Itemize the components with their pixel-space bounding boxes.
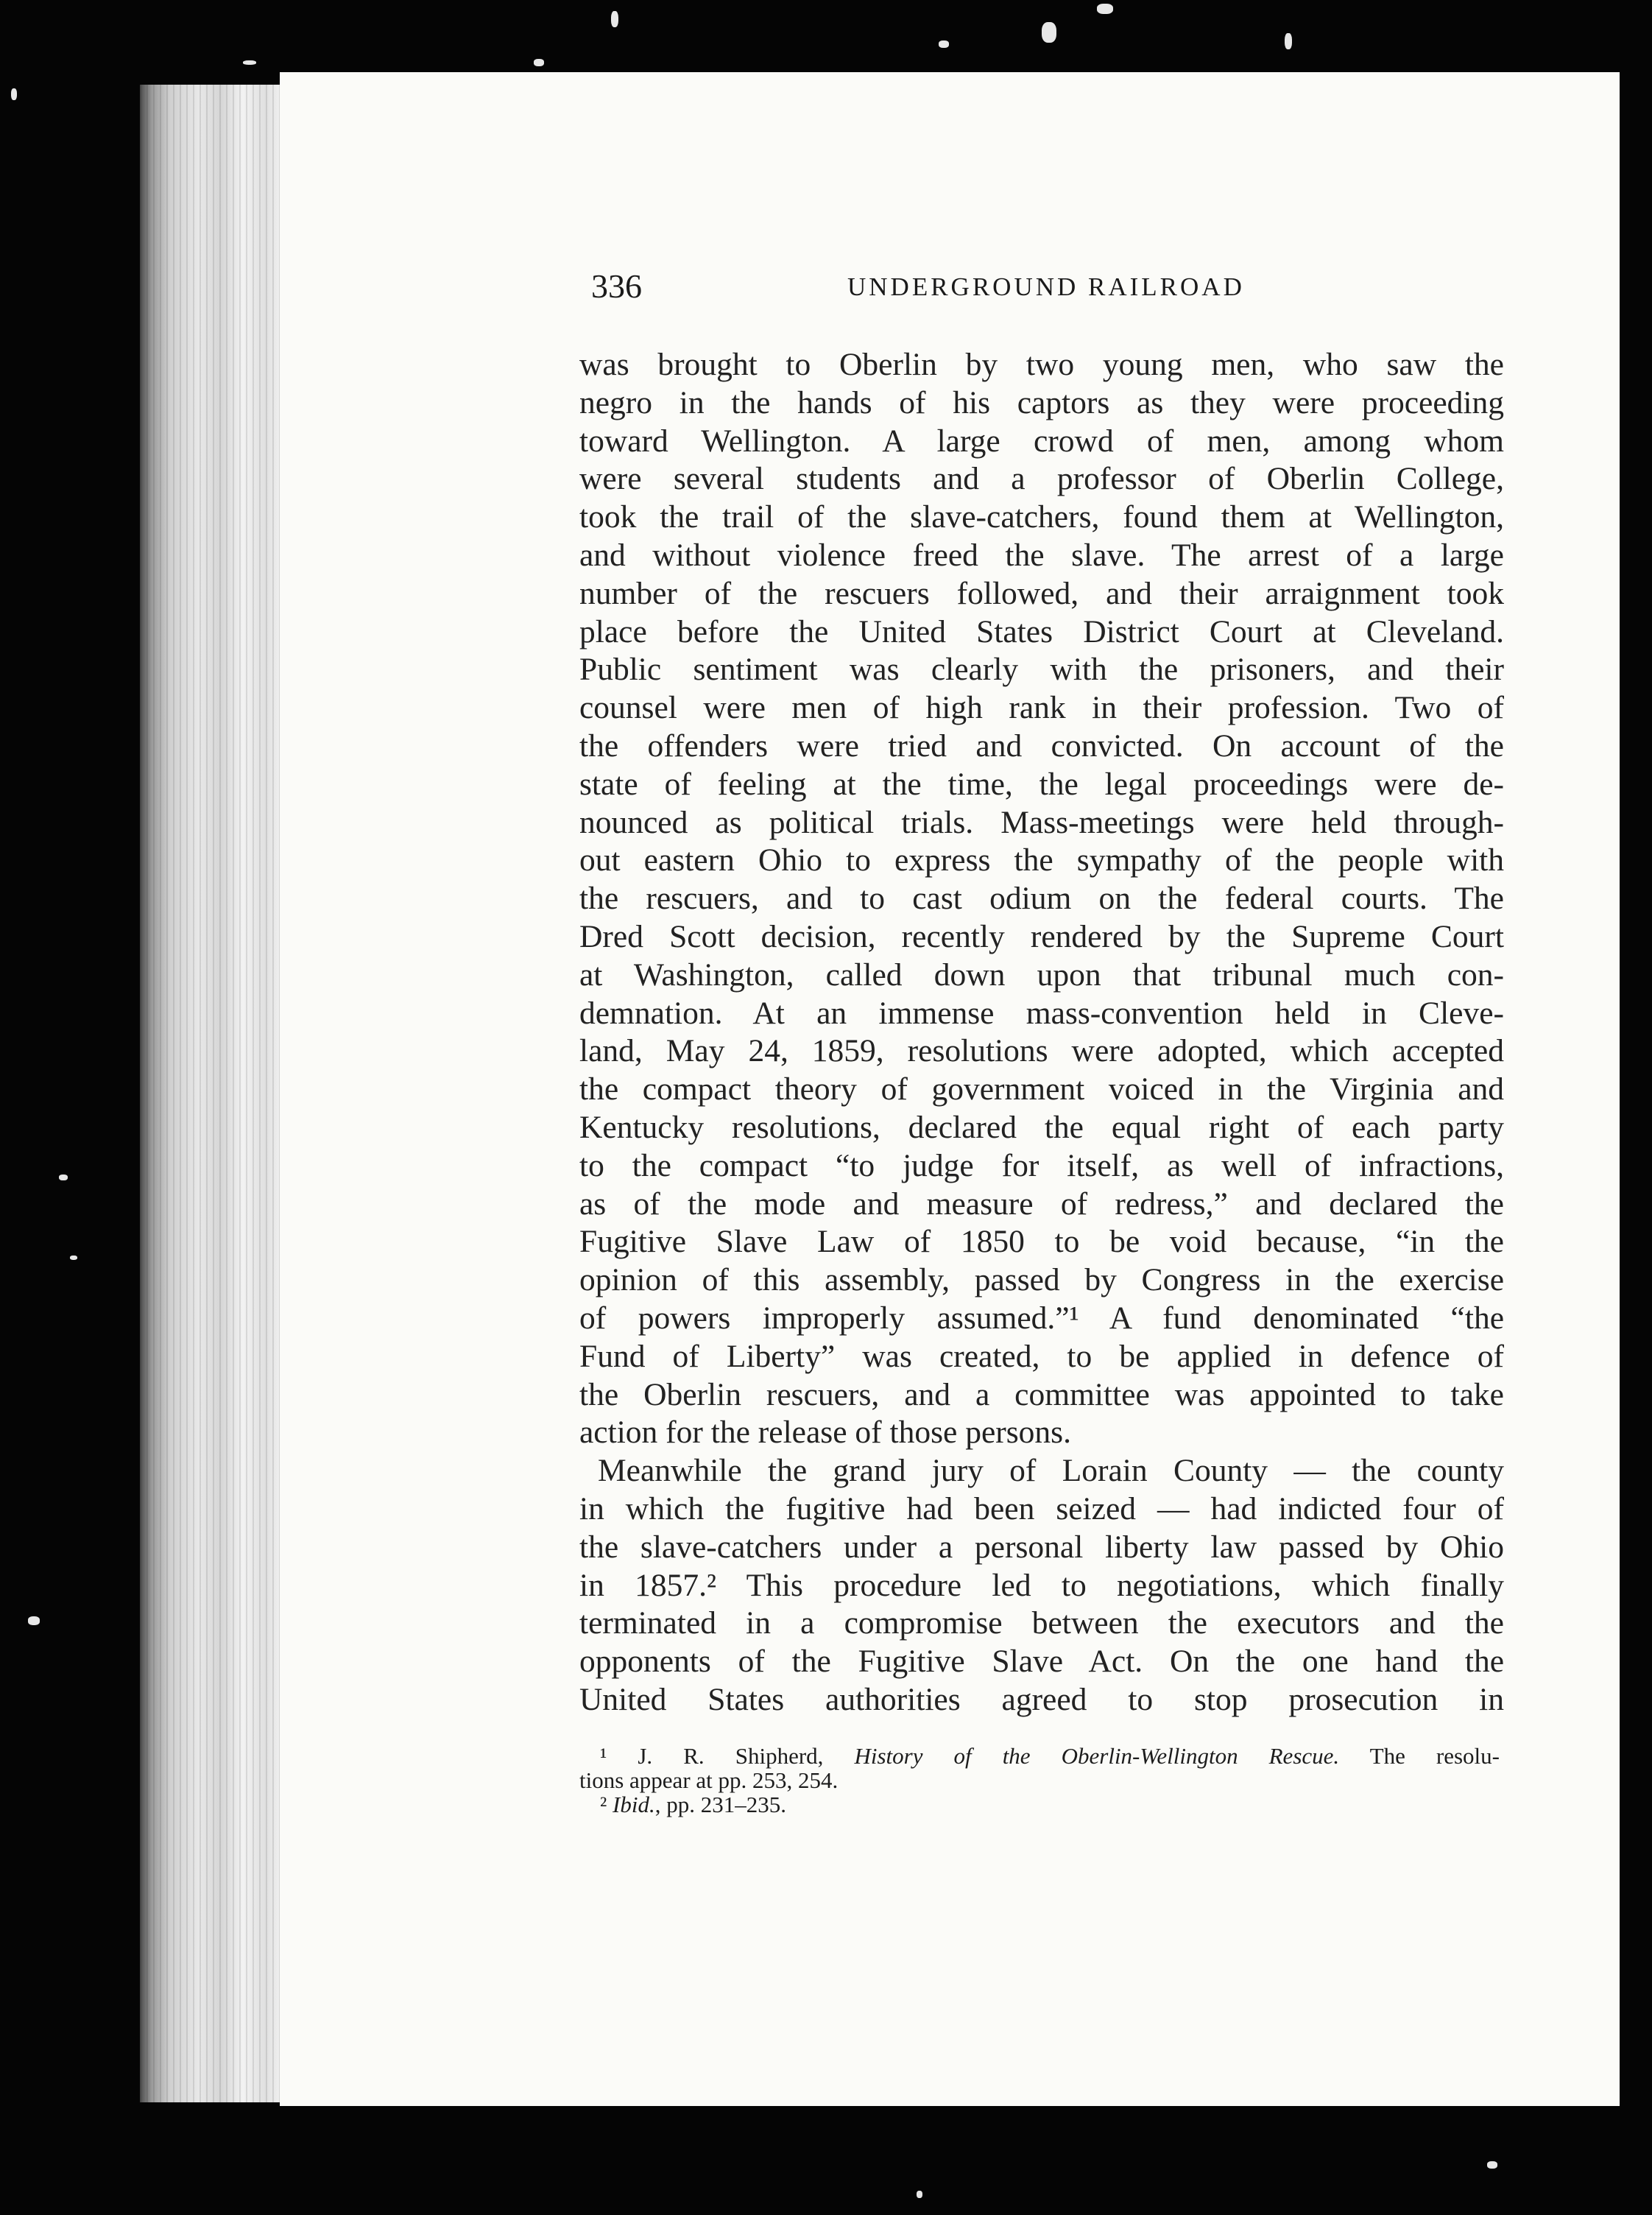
text-line: action for the release of those persons. [579,1415,1071,1451]
footnote-2-mark: ² [600,1792,607,1817]
text-line: was brought to Oberlin by two young men, who saw the [579,347,1504,382]
scan-speck [611,11,618,27]
text-line: took the trail of the slave-catchers, found them at Wellington, [579,499,1504,535]
scan-speck [534,59,544,66]
text-line: Public sentiment was clearly with the prisoners, and their [579,652,1504,688]
text-line: the slave-catchers under a personal liberty law passed by Ohio [579,1529,1504,1565]
text-line: of powers improperly assumed.”¹ A fund denominated “the [579,1300,1504,1336]
footnote-1-author: J. R. Shipherd, [638,1743,824,1769]
text-line: the Oberlin rescuers, and a committee was appointed to take [579,1376,1504,1412]
text-line: United States authorities agreed to stop prosecution in [579,1681,1504,1717]
text-line: number of the rescuers followed, and their arraignment took [579,575,1504,611]
scan-speck [917,2191,922,2198]
text-line: counsel were men of high rank in their profession. Two of [579,690,1504,726]
text-line: in which the fugitive had been seized — had indicted four of [579,1490,1504,1526]
text-line: Kentucky resolutions, declared the equal right of each party [579,1109,1504,1145]
text-line: the offenders were tried and convicted. On account of the [579,728,1504,764]
text-line: the compact theory of government voiced in the Virginia and [579,1071,1504,1108]
page-number: 336 [591,267,642,305]
footnote-1-continuation: tions appear at pp. 253, 254. [579,1767,839,1793]
scan-speck [28,1616,40,1625]
text-line: Fund of Liberty” was created, to be applied in defence of [579,1338,1504,1374]
footnote-1-rest: The resolu- [1369,1743,1500,1769]
text-line: demnation. At an immense mass-convention held in Cleve- [579,995,1504,1031]
text-line: to the compact “to judge for itself, as well of infractions, [579,1147,1504,1183]
running-head: UNDERGROUND RAILROAD [847,272,1245,301]
text-line: as of the mode and measure of redress,” and declared the [579,1186,1504,1222]
text-line: were several students and a professor of Oberlin College, [579,461,1504,497]
text-line: Dred Scott decision, recently rendered by the Supreme Court [579,918,1504,954]
text-line: Fugitive Slave Law of 1850 to be void because, “in the [579,1224,1504,1260]
footnotes [579,1744,1500,1817]
text-line: nounced as political trials. Mass-meetings were held through- [579,804,1504,840]
scan-speck [1285,33,1292,49]
scan-speck [243,60,256,65]
scan-speck [1097,4,1113,14]
text-line: terminated in a compromise between the executors and the [579,1605,1504,1641]
footnote-1-mark: ¹ [600,1743,607,1769]
scan-speck [1487,2161,1497,2169]
book-page-edge-lines [140,85,287,2102]
text-line: the rescuers, and to cast odium on the federal courts. The [579,881,1504,917]
text-line: toward Wellington. A large crowd of men, among whom [579,423,1504,459]
footnote-1 [579,1744,1500,1768]
footnote-2 [579,1792,1500,1817]
scan-speck [1042,22,1056,43]
text-line: negro in the hands of his captors as they were proceeding [579,384,1504,420]
text-line: opinion of this assembly, passed by Congress in the exercise [579,1262,1504,1298]
page-header [591,267,1246,318]
footnote-1-title: History of the Oberlin-Wellington Rescue. [854,1743,1340,1769]
text-line: place before the United States District Court at Cleveland. [579,613,1504,649]
text-line: land, May 24, 1859, resolutions were adopted, which accepted [579,1033,1504,1069]
text-line: at Washington, called down upon that tribunal much con- [579,957,1504,993]
scan-speck [939,41,949,48]
text-line: in 1857.² This procedure led to negotiations, which finally [579,1567,1504,1603]
scan-speck [70,1256,77,1260]
paragraph-start-line: Meanwhile the grand jury of Lorain County — the county [598,1453,1504,1489]
text-line: out eastern Ohio to express the sympathy of the people with [579,842,1504,878]
text-line: and without violence freed the slave. The arrest of a large [579,537,1504,573]
footnote-2-rest: , pp. 231–235. [654,1792,786,1817]
footnote-2-ibid: Ibid. [613,1792,655,1817]
scan-speck [59,1175,68,1180]
scan-speck [11,88,17,100]
text-line: opponents of the Fugitive Slave Act. On the one hand the [579,1644,1504,1680]
body-text [579,346,1504,1719]
text-line: state of feeling at the time, the legal proceedings were de- [579,766,1504,802]
